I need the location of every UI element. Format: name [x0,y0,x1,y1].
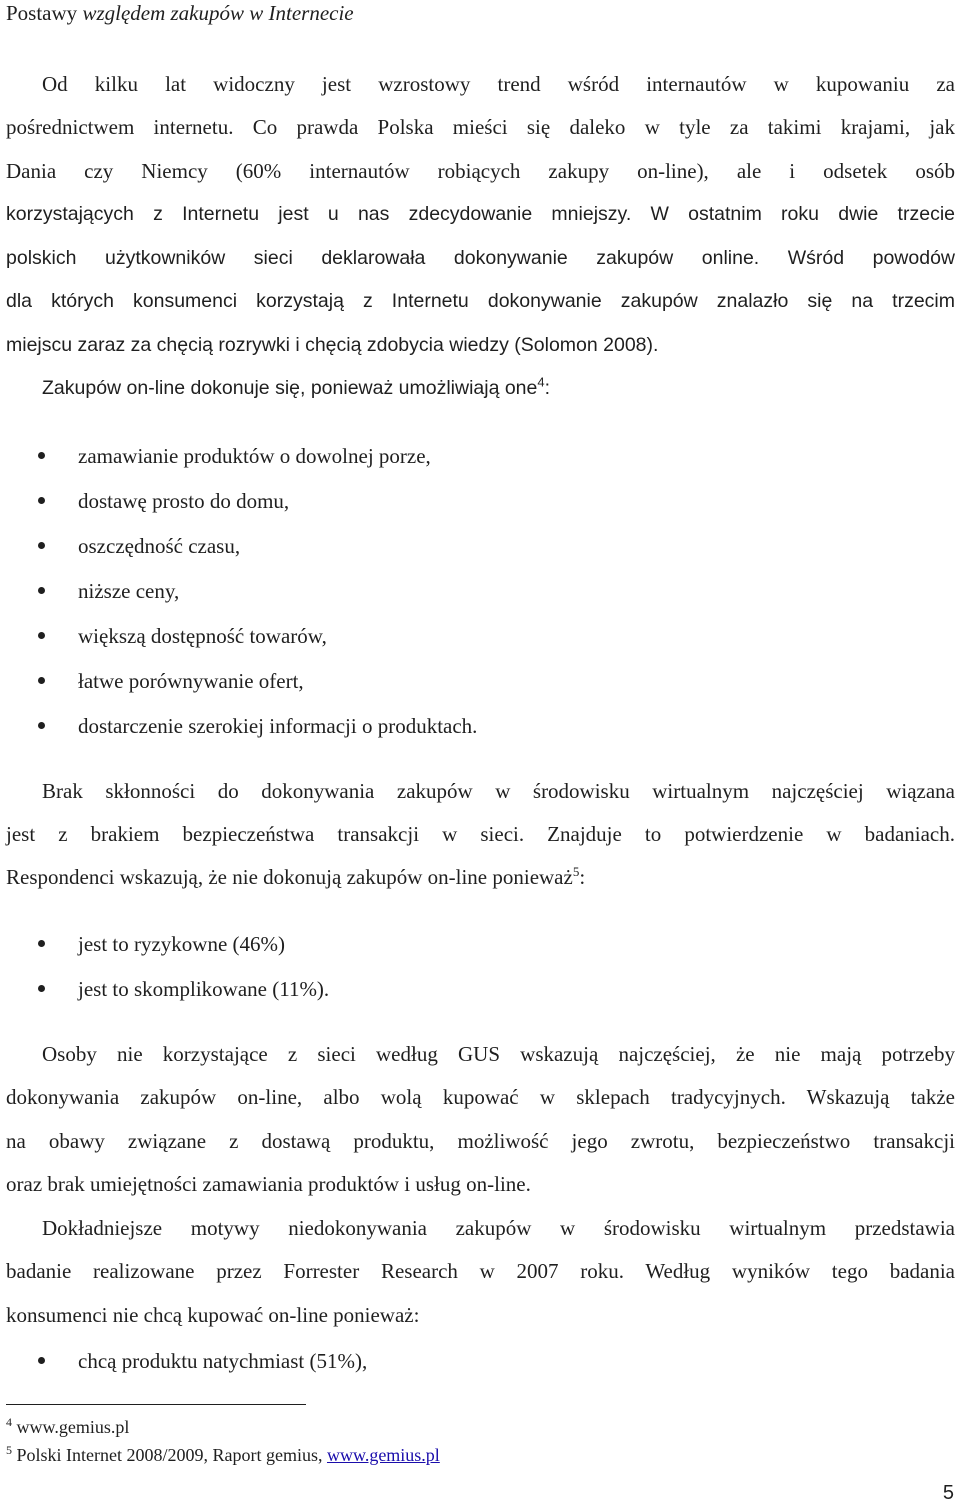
document-page: Postawy względem zakupów w Internecie Od kilku lat widoczny jest wzrostowy trend wśród internautów w kupowaniu za pośrednictwem internetu. Co prawda Polska mieści się daleko w tyle za takimi krajami, jak Dania czy Niemcy (60% internautów robiących zakupy on-line), ale i odsetek osób korzystających z Internetu jest u nas zdecydowanie mniejszy. W ostatnim roku dwie trzecie polskich użytkowników sieci deklarowała dokonywanie zakupów online. Wśród powodów dla których konsumenci korzystają z Internetu dokonywanie zakupów znalazło się na trzecim miejscu zaraz za chęcią rozrywki i chęcią zdobycia wiedzy (Solomon 2008). Zakupów on-line dokonuje się, ponieważ umożliwiają one$^4$: zamawianie produktów o dowolnej porze, dostawę prosto do domu, oszczędność czasu, niższe ceny, większą dostępność towarów, łatwe porównywanie ofert, dostarczenie szerokiej informacji o produktach. Brak skłonności do dokonywania zakupów w środowisku wirtualnym najczęściej wiązana jest z brakiem bezpieczeństwa transakcji w sieci. Znajduje to potwierdzenie w badaniach. Respondenci wskazują, że nie dokonują zakupów on-line ponieważ$^5$: jest to ryzykowne (46%) jest to skomplikowane (11%). Osoby nie korzystające z sieci według GUS wskazują najczęściej, że nie mają potrzeby dokonywania zakupów on-line, albo wolą kupować w sklepach tradycyjnych. Wskazują także na obawy związane z dostawą produktu, możliwość jego zwrotu, bezpieczeństwo transakcji oraz brak umiejętności zamawiania produktów i usług on-line. Dokładniejsze motywy niedokonywania zakupów w środowisku wirtualnym przedstawia badanie realizowane przez Forrester Research w 2007 roku. Według wyników tego badania konsumenci nie chcą kupować on-line ponieważ: chcą produktu natychmiast (51%), $^4$ www.gemius.pl $^5$ Polski Internet 2008/2009, Raport gemius, www.gemius.pl 5 [6,1,955,1504]
bullet-icon [38,497,45,504]
bullet-icon [38,452,45,459]
paragraph-line: Brak skłonności do dokonywania zakupów w środowisku wirtualnym najczęściej wiązana [42,779,955,803]
footnote-ref: 4 [537,374,545,390]
paragraph-line: konsumenci nie chcą kupować on-line ponieważ: [6,1303,420,1327]
heading-prefix: Postawy [6,1,83,25]
bullet-icon [38,542,45,549]
paragraph-line: dokonywania zakupów on-line, albo wolą kupować w sklepach tradycyjnych. Wskazują także [6,1085,955,1109]
paragraph-line: polskich użytkowników sieci deklarowała dokonywanie zakupów online. Wśród powodów [6,247,955,269]
bullet-icon [38,722,45,729]
footnote-number: 4 [6,1415,12,1429]
paragraph-line-with-footnote [42,373,550,403]
paragraph-line: Osoby nie korzystające z sieci według GUS wskazują najczęściej, że nie mają potrzeby [42,1042,955,1066]
page-number: 5 [942,1482,954,1504]
heading-italic: względem zakupów w Internecie [82,1,354,25]
bullet-icon [38,985,45,992]
paragraph-line: Dania czy Niemcy (60% internautów robiących zakupy on-line), ale i odsetek osób [6,159,955,183]
paragraph-text: Zakupów on-line dokonuje się, ponieważ umożliwiają one [42,377,538,399]
paragraph-text: Respondenci wskazują, że nie dokonują zakupów on-line ponieważ [6,865,573,889]
paragraph-line: miejscu zaraz za chęcią rozrywki i chęcią zdobycia wiedzy (Solomon 2008). [6,334,659,356]
footnote-text: www.gemius.pl [16,1417,130,1437]
paragraph-line: jest z brakiem bezpieczeństwa transakcji w sieci. Znajduje to potwierdzenie w badaniach. [6,822,955,846]
footnote-ref: 5 [572,864,580,879]
paragraph-line: pośrednictwem internetu. Co prawda Polska mieści się daleko w tyle za takimi krajami, jak [6,115,955,139]
paragraph-line: Od kilku lat widoczny jest wzrostowy trend wśród internautów w kupowaniu za [42,72,955,96]
footnote-number: 5 [6,1443,12,1457]
footnote-separator [6,1404,306,1405]
footnote-link[interactable]: www.gemius.pl [326,1445,440,1465]
paragraph-text-end: : [579,865,586,889]
footnote [6,1444,440,1466]
bullet-icon [38,677,45,684]
bullet-icon [38,632,45,639]
footnote-text: Polski Internet 2008/2009, Raport gemius, [16,1445,327,1465]
paragraph-line: na obawy związane z dostawą produktu, możliwość jego zwrotu, bezpieczeństwo transakcji [6,1129,955,1153]
paragraph-line: badanie realizowane przez Forrester Research w 2007 roku. Według wyników tego badania [6,1259,955,1283]
bullet-icon [38,940,45,947]
paragraph-line-with-footnote [6,862,585,892]
paragraph-line: oraz brak umiejętności zamawiania produktów i usług on-line. [6,1172,531,1196]
section-heading [6,0,354,26]
paragraph-line: korzystających z Internetu jest u nas zdecydowanie mniejszy. W ostatnim roku dwie trzecie [6,203,955,225]
paragraph-line: dla których konsumenci korzystają z Internetu dokonywanie zakupów znalazło się na trzecim [6,290,955,312]
paragraph-text-end: : [544,377,551,399]
bullet-icon [38,587,45,594]
footnote [6,1416,129,1438]
paragraph-line: Dokładniejsze motywy niedokonywania zakupów w środowisku wirtualnym przedstawia [42,1216,955,1240]
bullet-icon [38,1357,45,1364]
